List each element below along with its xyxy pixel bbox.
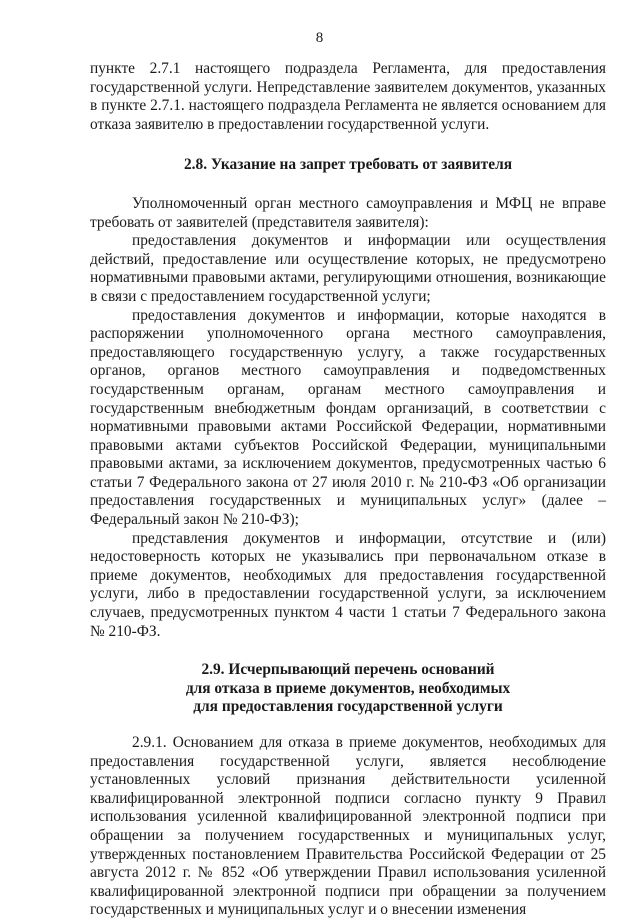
section-2-8-paragraph: предоставления документов и информации или осуществления действий, предоставление или осуществление которых, не предусмотрено нормативными правовыми актами, регулирующими отношения, возникающие в связи с предоставлением государственной услуги;	[90, 232, 606, 305]
intro-paragraph: пункте 2.7.1 настоящего подраздела Регламента, для предоставления государственной услуги. Непредставление заявителем документов, указанных в пункте 2.7.1. настоящего подраздела Регламента не является основанием для отказа заявителю в предоставлении государственной услуги.	[90, 60, 606, 133]
page-number: 8	[315, 30, 324, 46]
section-2-9-title-line: 2.9. Исчерпывающий перечень оснований	[201, 661, 495, 679]
page-content	[90, 60, 606, 920]
section-2-9-title-line: для отказа в приеме документов, необходимых	[185, 679, 511, 697]
section-2-8-paragraph: Уполномоченный орган местного самоуправления и МФЦ не вправе требовать от заявителей (представителя заявителя):	[90, 194, 606, 231]
section-2-8-paragraph: представления документов и информации, отсутствие и (или) недостоверность которых не указывались при первоначальном отказе в приеме документов, необходимых для предоставления государственной услуги, либо в предоставлении государственной услуги, за исключением случаев, предусмотренных пунктом 4 части 1 статьи 7 Федерального закона № 210-ФЗ.	[90, 529, 606, 640]
section-2-9-paragraph: 2.9.1. Основанием для отказа в приеме документов, необходимых для предоставления государственной услуги, является несоблюдение установленных условий признания действительности усиленной квалифицированной электронной подписи согласно пункту 9 Правил использования усиленной квалифицированной электронной подписи при обращении за получением государственных и муниципальных услуг, утвержденных постановлением Правительства Российской Федерации от 25 августа 2012 г. № 852 «Об утверждении Правил использования усиленной квалифицированной электронной подписи при обращении за получением государственных и муниципальных услуг и о внесении изменения	[90, 734, 606, 919]
section-2-8-title: 2.8. Указание на запрет требовать от заявителя	[183, 156, 513, 174]
section-2-8-paragraph: предоставления документов и информации, которые находятся в распоряжении уполномоченного органа местного самоуправления, предоставляющего государственную услугу, а также государственных органов, органов местного самоуправления и подведомственных государственным органам, органам местного самоуправления и государственным внебюджетным фондам организаций, в соответствии с нормативными правовыми актами Российской Федерации, нормативными правовыми актами субъектов Российской Федерации, муниципальными правовыми актами, за исключением документов, предусмотренных частью 6 статьи 7 Федерального закона от 27 июля 2010 г. № 210-ФЗ «Об организации предоставления государственных и муниципальных услуг» (далее – Федеральный закон № 210-ФЗ);	[90, 306, 606, 529]
section-2-9-title-line: для предоставления государственной услуги	[193, 698, 503, 716]
